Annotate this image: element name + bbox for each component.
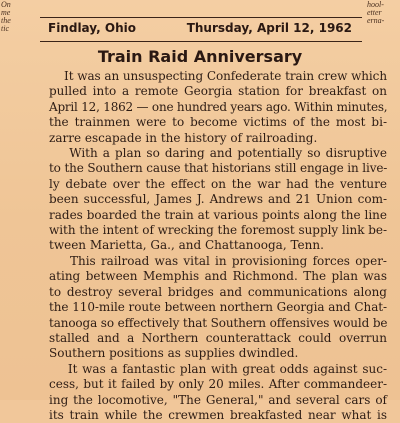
text-line: It was an unsuspecting Confederate train crew which — [49, 69, 387, 83]
text-line: its train while the crewmen breakfasted near what is — [49, 407, 387, 422]
article-body — [49, 69, 387, 423]
text-line: It was a fantastic plan with great odds against suc- — [49, 361, 387, 376]
text-line: tween Marietta, Ga., and Chattanooga, Tenn. — [49, 238, 324, 253]
dateline-date: Thursday, April 12, 1962 — [186, 21, 352, 35]
adjacent-column-fragment-left: On me the tic — [1, 0, 11, 33]
dateline-location: Findlay, Ohio — [48, 21, 137, 35]
text-line: pulled into a remote Georgia station for breakfast on — [49, 84, 387, 99]
article-paragraph — [49, 69, 387, 146]
text-line: stalled and a Northern counterattack could overrun — [49, 330, 387, 345]
article-paragraph — [49, 362, 387, 423]
text-line: With a plan so daring and potentially so disruptive — [49, 146, 387, 161]
text-line: the trainmen were to become victims of the most bi- — [49, 115, 387, 130]
text-line: April 12, 1862 — one hundred years ago. Within minutes, — [49, 99, 388, 114]
text-line: ing the locomotive, "The General," and several cars of — [49, 392, 387, 407]
text-line: tanooga so effectively that Southern offensives would be — [49, 315, 388, 330]
text-line: Southern positions as supplies dwindled. — [49, 346, 299, 361]
text-line: cess, but it failed by only 20 miles. After commandeer- — [49, 377, 387, 392]
text-line: been successful, James J. Andrews and 21 Union com- — [49, 192, 387, 207]
text-line: This railroad was vital in provisioning forces oper- — [49, 253, 387, 268]
text-line: rades boarded the train at various points along the line — [49, 207, 387, 222]
article-headline: Train Raid Anniversary — [97, 47, 303, 66]
text-line: with the intent of wrecking the foremost supply link be- — [49, 223, 387, 238]
text-line: to destroy several bridges and communications along — [49, 284, 387, 299]
article-paragraph — [49, 146, 387, 254]
text-line: to the Southern cause that historians still engage in live- — [49, 161, 388, 176]
text-line: ating between Memphis and Richmond. The plan was — [49, 269, 387, 284]
adjacent-column-fragment-right: hool- etter erna- — [367, 0, 385, 25]
text-line: zarre escapade in the history of railroading. — [49, 130, 318, 145]
text-line: the 110-mile route between northern Georgia and Chat- — [49, 300, 387, 315]
text-line: ly debate over the effect on the war had the venture — [49, 176, 387, 191]
article-paragraph — [49, 254, 387, 362]
